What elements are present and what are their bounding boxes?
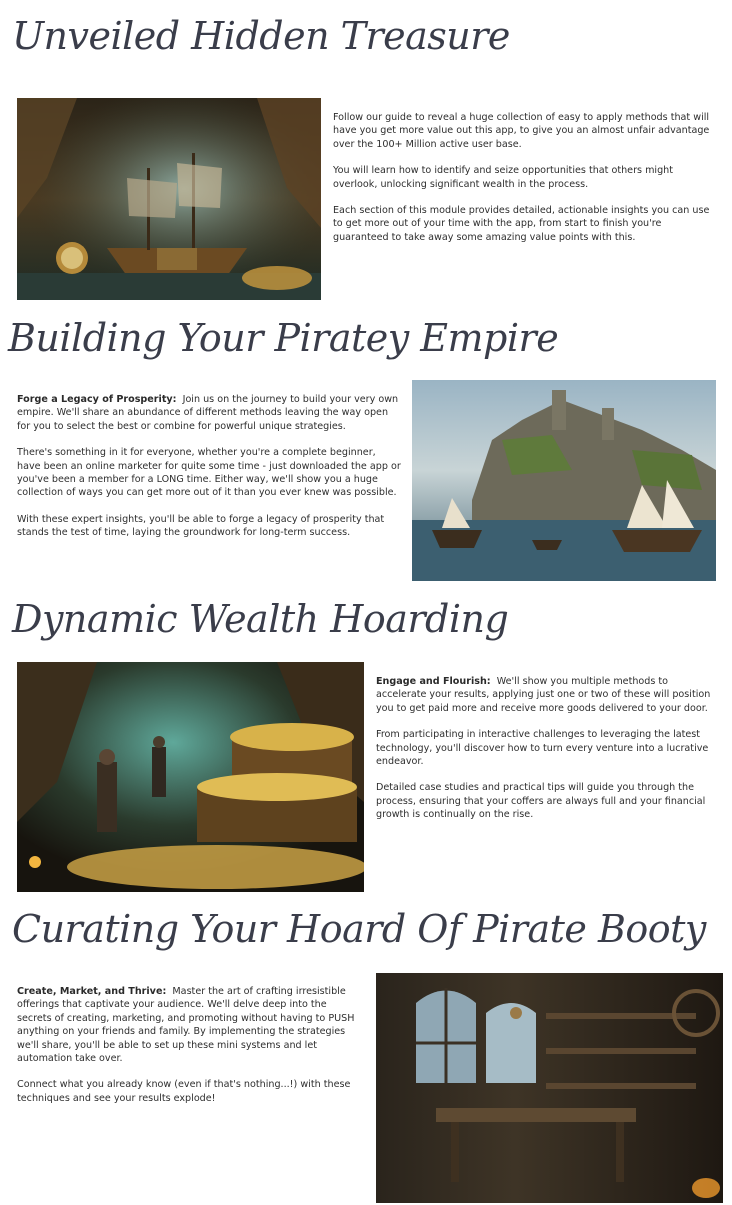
paragraph: From participating in interactive challenges to leveraging the latest technology, you'll discover how to turn every venture into a lucrative endeavor. — [376, 729, 709, 768]
paragraph: Master the art of crafting irresistible offerings that captivate your audience. We'll delve deep into the secrets of creating, marketing, and promoting without having to PUSH anything on your friends and family. By implementing the strategies we'll share, you'll be able to set up these mini systems and let automation take over. — [17, 986, 355, 1065]
paragraph: We'll show you multiple methods to accelerate your results, applying just one or two of these will position you to get paid more and receive more goods delivered to your door. — [376, 676, 711, 714]
section-heading-unveiled-hidden-treasure: Unveiled Hidden Treasure — [12, 14, 510, 58]
lead-text: Engage and Flourish: — [376, 676, 491, 687]
lead-text: Create, Market, and Thrive: — [17, 986, 167, 997]
section-text-curating-your-hoard — [17, 985, 357, 1118]
paragraph: Join us on the journey to build your very own empire. We'll share an abundance of different methods leaving the way open for you to select the best or combine for powerful unique strategies. — [17, 394, 399, 432]
section-text-unveiled-hidden-treasure — [333, 111, 717, 257]
paragraph: There's something in it for everyone, whether you're a complete beginner, have been an online marketer for quite some time - just downloaded the app or you've been a member for a LONG time. Either way, we'll show you a huge collection of ways you can get more out of it than you ever knew was possible. — [17, 447, 401, 499]
pirate-treasure-chests-image — [17, 662, 364, 892]
section-text-building-your-piratey-empire — [17, 393, 401, 553]
treasure-cave-ship-image — [17, 98, 321, 300]
paragraph: Follow our guide to reveal a huge collection of easy to apply methods that will have you get more value out this app, to give you an almost unfair advantage over the 100+ Million active user base. — [333, 112, 710, 150]
paragraph: With these expert insights, you'll be able to forge a legacy of prosperity that stands the test of time, laying the groundwork for long-term success. — [17, 513, 385, 539]
paragraph: Each section of this module provides detailed, actionable insights you can use to get more out of your time with the app, from start to finish you're guaranteed to take away some amazing value points with this. — [333, 205, 710, 243]
pirate-workshop-image — [376, 973, 723, 1203]
section-heading-curating-your-hoard: Curating Your Hoard Of Pirate Booty — [12, 907, 706, 951]
paragraph: Detailed case studies and practical tips will guide you through the process, ensuring that your coffers are always full and your financial growth is continually on the rise. — [376, 782, 706, 821]
paragraph: You will learn how to identify and seize opportunities that others might overlook, unlocking significant wealth in the process. — [333, 165, 674, 190]
pirate-harbor-city-image — [412, 380, 716, 581]
section-heading-building-your-piratey-empire: Building Your Piratey Empire — [8, 316, 559, 360]
section-text-dynamic-wealth-hoarding — [376, 675, 716, 835]
paragraph: Connect what you already know (even if that's nothing...!) with these techniques and see your results explode! — [17, 1079, 351, 1104]
section-heading-dynamic-wealth-hoarding: Dynamic Wealth Hoarding — [12, 597, 509, 641]
lead-text: Forge a Legacy of Prosperity: — [17, 394, 177, 405]
